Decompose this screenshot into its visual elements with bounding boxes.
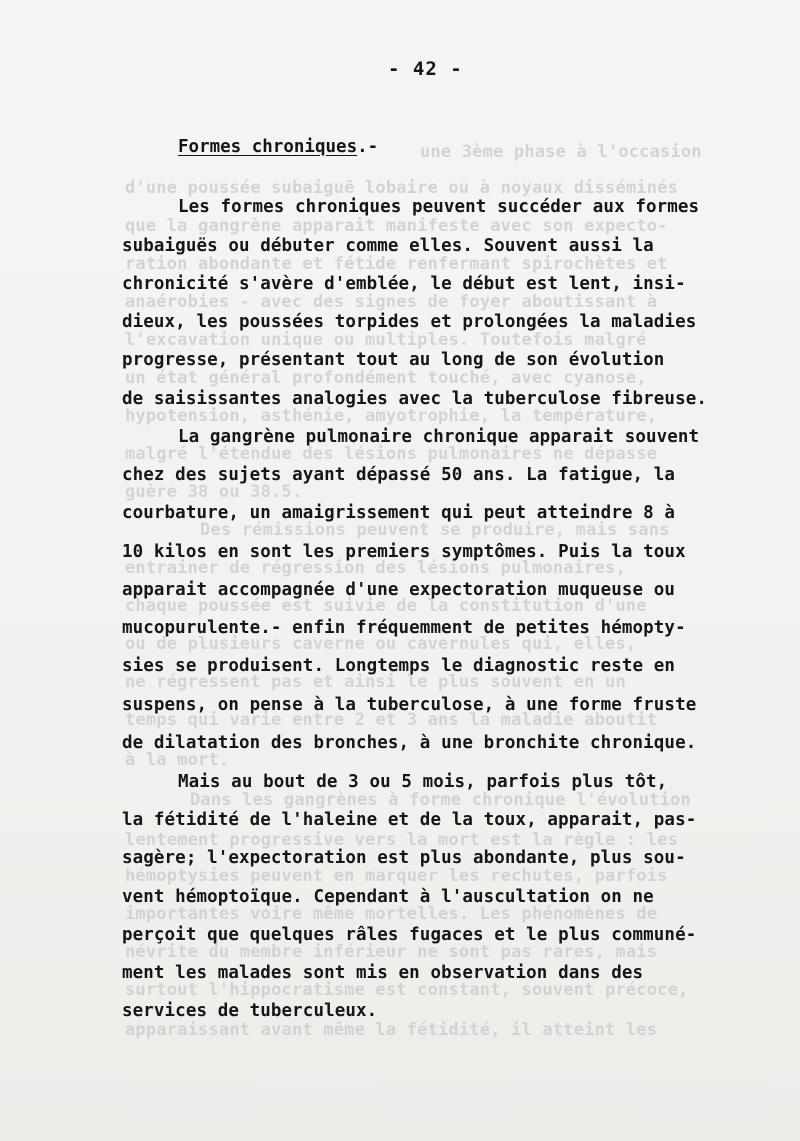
text-line: vent hémoptoïque. Cependant à l'auscultation on ne [122, 887, 654, 907]
text-line: Mais au bout de 3 ou 5 mois, parfois plus tôt, [178, 772, 668, 792]
bleed-through-line: surtout l'hippocratisme est constant, souvent précoce, [125, 980, 689, 1000]
bleed-through-line: ration abondante et fétide renfermant spirochètes et [125, 254, 668, 274]
bleed-through-line: importantes voire même mortelles. Les phénomènes de [125, 904, 658, 924]
text-line: services de tuberculeux. [122, 1001, 378, 1021]
bleed-through-line: hypotension, asthénie, amyotrophie, la température, [125, 406, 658, 426]
text-line: sies se produisent. Longtemps le diagnostic reste en [122, 656, 676, 676]
bleed-through-line: ou de plusieurs caverne ou cavernules qui, elles, [125, 634, 637, 654]
text-line: 10 kilos en sont les premiers symptômes. Puis la toux [122, 542, 686, 562]
bleed-through-line: Dans les gangrènes à forme chronique l'évolution [190, 790, 691, 810]
text-line: ment les malades sont mis en observation dans des [122, 963, 644, 983]
bleed-through-line: ne régressent pas et ainsi le plus souvent en un [125, 672, 626, 692]
bleed-through-line: lentement progressive vers la mort est la règle : les [125, 830, 679, 850]
text-line: de saisissantes analogies avec la tuberculose fibreuse. [122, 389, 707, 409]
bleed-through-line: à la mort. [125, 750, 230, 770]
bleed-through-line: d'une poussée subaiguë lobaire ou à noyaux disséminés [125, 178, 679, 198]
bleed-through-line: chaque poussée est suivie de la constitution d'une [125, 596, 647, 616]
text-line: suspens, on pense à la tuberculose, à une forme fruste [122, 695, 697, 715]
bleed-through-line: apparaissant avant même la fétidité, il atteint les [125, 1020, 658, 1040]
text-line: progresse, présentant tout au long de son évolution [122, 350, 665, 370]
text-line: la fétidité de l'haleine et de la toux, apparait, pas- [122, 810, 697, 830]
bleed-through-line: guère 38 ou 38.5. [125, 482, 303, 502]
page-number: - 42 - [388, 58, 463, 80]
text-line: chez des sujets ayant dépassé 50 ans. La fatigue, la [122, 465, 676, 485]
text-line: dieux, les poussées torpides et prolongées la maladies [122, 312, 697, 332]
text-line: La gangrène pulmonaire chronique apparait souvent [178, 427, 700, 447]
text-line: sagère; l'expectoration est plus abondante, plus sou- [122, 848, 686, 868]
bleed-through-line: Des rémissions peuvent se produire, mais sans [200, 520, 670, 540]
bleed-through-line: un état général profondément touché, avec cyanose, [125, 368, 647, 388]
text-line: courbature, un amaigrissement qui peut atteindre 8 à [122, 503, 676, 523]
text-line: chronicité s'avère d'emblée, le début est lent, insi- [122, 274, 686, 294]
bleed-through-line: une 3ème phase à l'occasion [420, 142, 702, 162]
text-line: de dilatation des bronches, à une bronchite chronique. [122, 733, 697, 753]
bleed-through-line: malgré l'étendue des lésions pulmonaires ne dépasse [125, 444, 658, 464]
bleed-through-line: névrite du membre inférieur ne sont pas rares, mais [125, 942, 658, 962]
bleed-through-line: entrainer de régression des lésions pulmonaires, [125, 558, 626, 578]
section-heading [178, 137, 378, 157]
bleed-through-line: anaérobies - avec des signes de foyer aboutissant à [125, 292, 658, 312]
text-line: mucopurulente.- enfin fréquemment de petites hémopty- [122, 618, 686, 638]
section-heading-suffix: .- [357, 137, 379, 157]
section-heading-title: Formes chroniques [178, 137, 358, 157]
bleed-through-line: l'excavation unique ou multiples. Toutefois malgré [125, 330, 647, 350]
bleed-through-line: que la gangrène apparait manifeste avec son expecto- [125, 216, 668, 236]
text-line: perçoit que quelques râles fugaces et le plus communé- [122, 925, 697, 945]
text-line: subaiguës ou débuter comme elles. Souvent aussi la [122, 236, 654, 256]
text-line: Les formes chroniques peuvent succéder aux formes [178, 197, 700, 217]
text-line: apparait accompagnée d'une expectoration muqueuse ou [122, 580, 676, 600]
bleed-through-line: hémoptysies peuvent en marquer les rechutes, parfois [125, 866, 668, 886]
bleed-through-line: temps qui varie entre 2 et 3 ans la maladie aboutit [125, 710, 658, 730]
